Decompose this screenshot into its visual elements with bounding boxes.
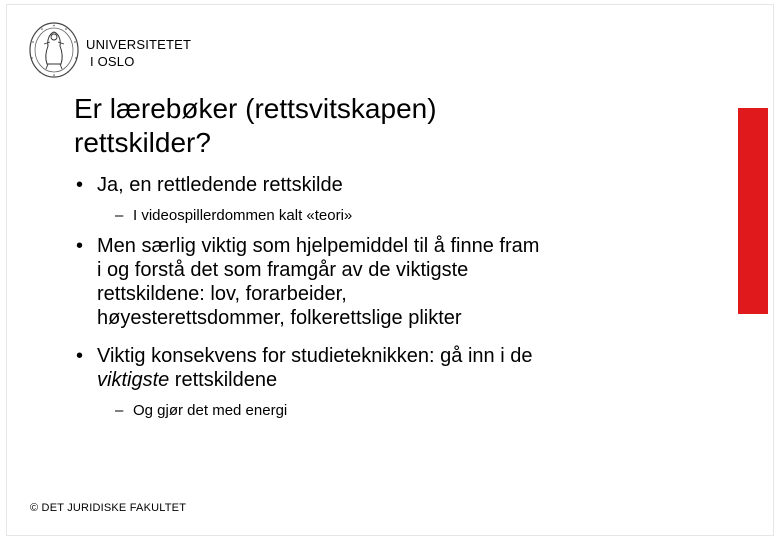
university-seal-icon xyxy=(28,20,80,80)
sub-bullet-marker: – xyxy=(115,207,124,224)
university-name-line2: I OSLO xyxy=(90,54,135,69)
bullet-3-line: Viktig konsekvens for studieteknikken: gå inn i de xyxy=(97,345,533,367)
sub-bullet-3-text: Og gjør det med energi xyxy=(133,402,288,419)
bullet-3-line xyxy=(97,368,656,392)
slide-title xyxy=(74,92,694,160)
bullet-marker: • xyxy=(76,174,84,196)
sub-bullet-1-text: I videospillerdommen kalt «teori» xyxy=(133,207,353,224)
bullet-2 xyxy=(76,234,656,330)
bullet-3-text xyxy=(97,344,656,392)
university-name xyxy=(86,36,191,70)
bullet-2-line: Men særlig viktig som hjelpemiddel til å finne fram xyxy=(97,235,540,257)
bullet-2-text xyxy=(97,234,656,330)
bullet-1 xyxy=(76,173,656,197)
bullet-3 xyxy=(76,344,656,392)
bullet-2-line: høyesterettsdommer, folkerettslige plikter xyxy=(97,307,462,329)
bullet-marker: • xyxy=(76,345,84,367)
slide-title-line1: Er lærebøker (rettsvitskapen) xyxy=(74,93,437,124)
sub-bullet-1 xyxy=(115,207,675,225)
bullet-1-text: Ja, en rettledende rettskilde xyxy=(97,174,343,196)
bullet-3-line-rest: rettskildene xyxy=(169,369,278,391)
sub-bullet-3 xyxy=(115,402,675,420)
university-name-line1: UNIVERSITETET xyxy=(86,37,192,52)
bullet-2-line: rettskildene: lov, forarbeider, xyxy=(97,283,347,305)
footer-copyright: © DET JURIDISKE FAKULTET xyxy=(30,502,187,514)
bullet-3-emphasis: viktigste xyxy=(97,369,170,391)
bullet-marker: • xyxy=(76,235,84,257)
accent-bar xyxy=(738,108,768,314)
slide-title-line2: rettskilder? xyxy=(74,127,211,158)
sub-bullet-marker: – xyxy=(115,402,124,419)
bullet-2-line: i og forstå det som framgår av de viktigste xyxy=(97,259,469,281)
